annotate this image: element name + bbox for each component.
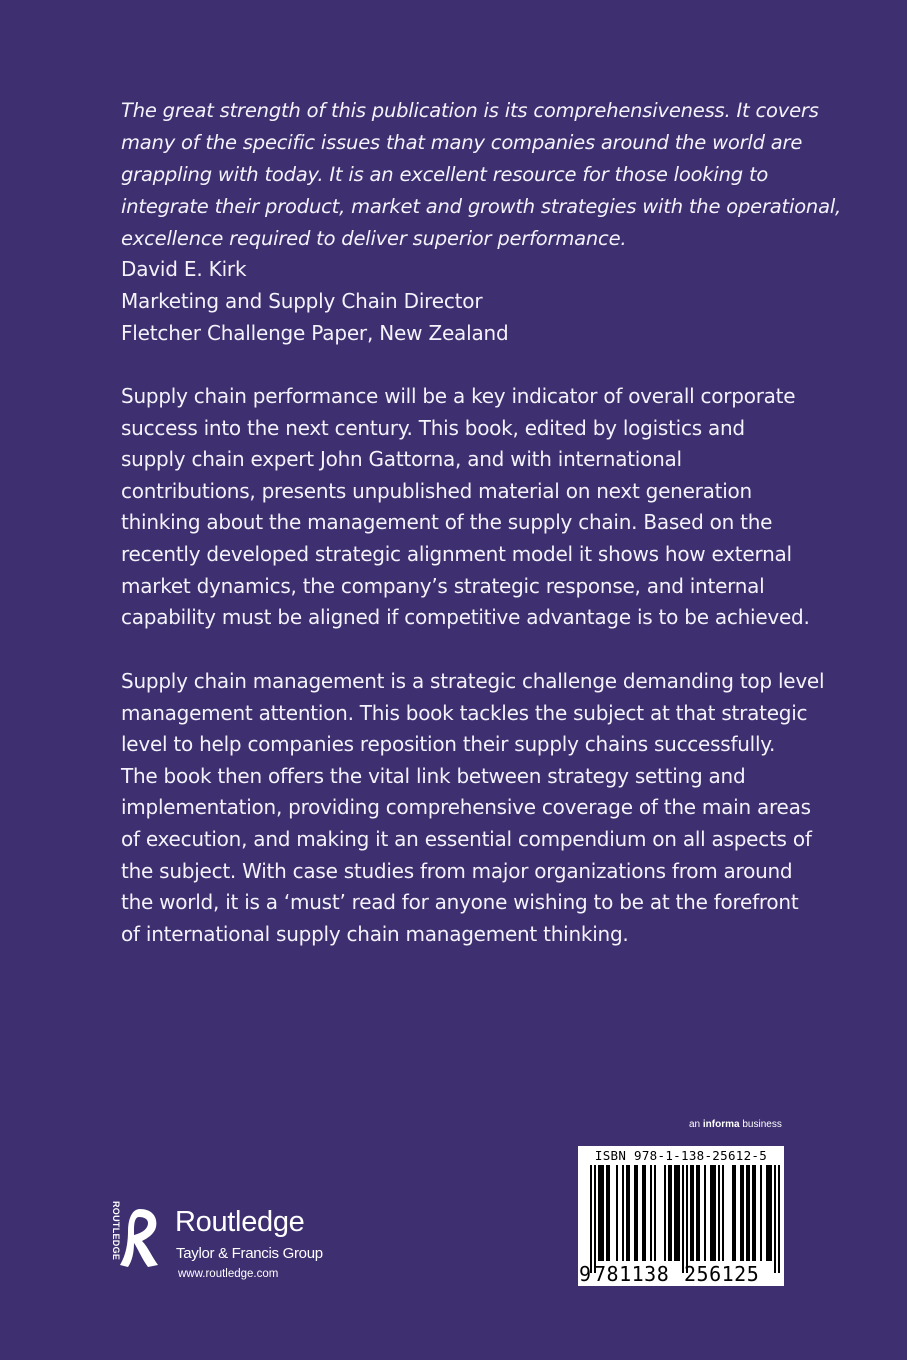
publisher-group: Taylor & Francis Group — [176, 1245, 323, 1262]
barcode-bar — [664, 1165, 666, 1261]
attribution-name: David E. Kirk — [121, 257, 247, 281]
paragraph-line: success into the next century. This book, edited by logistics and — [121, 415, 745, 440]
barcode-bar — [712, 1165, 714, 1261]
barcode-bar — [774, 1165, 776, 1273]
endorsement-quote — [121, 95, 842, 255]
paragraph-line: capability must be aligned if competitive advantage is to be achieved. — [121, 605, 810, 630]
attribution-company: Fletcher Challenge Paper, New Zealand — [121, 321, 509, 345]
quote-line: grappling with today. It is an excellent resource for those looking to — [121, 163, 769, 186]
quote-line: integrate their product, market and growth strategies with the operational, — [121, 195, 842, 218]
barcode-group-2: 256125 — [684, 1262, 760, 1286]
informa-prefix: an — [689, 1119, 703, 1130]
barcode-bar — [678, 1165, 680, 1261]
barcode-bar — [686, 1165, 688, 1273]
paragraph-line: of international supply chain management thinking. — [121, 921, 629, 946]
barcode-bar — [710, 1165, 712, 1261]
barcode-bar — [636, 1165, 638, 1261]
barcode-lead-digit: 9 — [579, 1262, 592, 1286]
barcode-bar — [722, 1165, 724, 1261]
paragraph-line: recently developed strategic alignment model it shows how external — [121, 541, 792, 566]
paragraph-line: The book then offers the vital link between strategy setting and — [121, 763, 746, 788]
paragraph-line: market dynamics, the company’s strategic response, and internal — [121, 573, 765, 598]
barcode-bar — [742, 1165, 744, 1261]
routledge-logo-icon — [112, 1203, 168, 1275]
barcode-bar — [692, 1165, 694, 1261]
barcode-bar — [754, 1165, 756, 1261]
barcode-bar — [714, 1165, 716, 1261]
barcode-bar — [606, 1165, 608, 1261]
barcode-bar — [634, 1165, 636, 1261]
barcode-bar — [626, 1165, 628, 1261]
barcode-bar — [650, 1165, 652, 1261]
publisher-name: Routledge — [175, 1206, 305, 1238]
paragraph-line: level to help companies reposition their supply chains successfully. — [121, 732, 776, 757]
barcode-bar — [642, 1165, 644, 1261]
informa-suffix: business — [739, 1119, 782, 1130]
barcode-bar — [740, 1165, 742, 1261]
barcode-bar — [752, 1165, 754, 1261]
routledge-vertical-text: ROUTLEDGE — [111, 1201, 121, 1261]
barcode-bar — [600, 1165, 602, 1261]
informa-brand: informa — [702, 1119, 740, 1130]
quote-line: The great strength of this publication is its comprehensiveness. It covers — [121, 99, 819, 122]
paragraph-line: management attention. This book tackles the subject at that strategic — [121, 700, 808, 725]
barcode-bar — [696, 1165, 698, 1261]
paragraph-line: Supply chain performance will be a key indicator of overall corporate — [121, 384, 796, 408]
description-paragraph-2 — [121, 666, 825, 950]
barcode-bar — [594, 1165, 596, 1273]
barcode-bar — [622, 1165, 624, 1261]
barcode-bar — [608, 1165, 610, 1261]
barcode-bar — [778, 1165, 780, 1273]
barcode-bars — [582, 1165, 780, 1273]
barcode-bar — [734, 1165, 736, 1261]
barcode-bar — [748, 1165, 750, 1261]
barcode-bar — [732, 1165, 734, 1261]
barcode-bar — [590, 1165, 592, 1273]
barcode-group-1: 781138 — [594, 1262, 670, 1286]
barcode-bar — [654, 1165, 656, 1261]
endorsement-attribution — [121, 253, 811, 349]
barcode-bar — [616, 1165, 618, 1261]
paragraph-line: of execution, and making it an essential compendium on all aspects of — [121, 826, 812, 851]
isbn-label: ISBN 978-1-138-25612-5 — [594, 1148, 768, 1163]
paragraph-line: the subject. With case studies from major organizations from around — [121, 858, 793, 883]
barcode-bar — [628, 1165, 630, 1261]
isbn-barcode — [578, 1146, 784, 1286]
barcode-bar — [602, 1165, 604, 1261]
informa-business-tag — [689, 1119, 782, 1130]
barcode-bar — [698, 1165, 700, 1261]
barcode-bar — [770, 1165, 772, 1261]
barcode-bar — [760, 1165, 762, 1261]
paragraph-line: supply chain expert John Gattorna, and with international — [121, 447, 682, 472]
barcode-bar — [674, 1165, 676, 1261]
barcode-digits — [578, 1262, 784, 1286]
paragraph-line: contributions, presents unpublished material on next generation — [121, 478, 752, 503]
barcode-bar — [668, 1165, 670, 1261]
paragraph-line: thinking about the management of the supply chain. Based on the — [121, 510, 773, 535]
barcode-bar — [676, 1165, 678, 1261]
barcode-bar — [690, 1165, 692, 1261]
barcode-bar — [766, 1165, 768, 1261]
quote-line: many of the specific issues that many companies around the world are — [121, 131, 803, 154]
description-paragraph-1 — [121, 381, 811, 634]
barcode-bar — [768, 1165, 770, 1261]
paragraph-line: implementation, providing comprehensive coverage of the main areas — [121, 795, 811, 820]
barcode-bar — [704, 1165, 706, 1261]
quote-line: excellence required to deliver superior performance. — [121, 227, 627, 250]
publisher-url: www.routledge.com — [178, 1268, 279, 1280]
attribution-title: Marketing and Supply Chain Director — [121, 289, 483, 313]
barcode-bar — [644, 1165, 646, 1261]
barcode-bar — [746, 1165, 748, 1261]
barcode-bar — [718, 1165, 720, 1261]
paragraph-line: Supply chain management is a strategic challenge demanding top level — [121, 669, 825, 693]
paragraph-line: the world, it is a ‘must’ read for anyone wishing to be at the forefront — [121, 890, 799, 915]
barcode-bar — [670, 1165, 672, 1261]
barcode-bar — [682, 1165, 684, 1273]
barcode-bar — [598, 1165, 600, 1261]
